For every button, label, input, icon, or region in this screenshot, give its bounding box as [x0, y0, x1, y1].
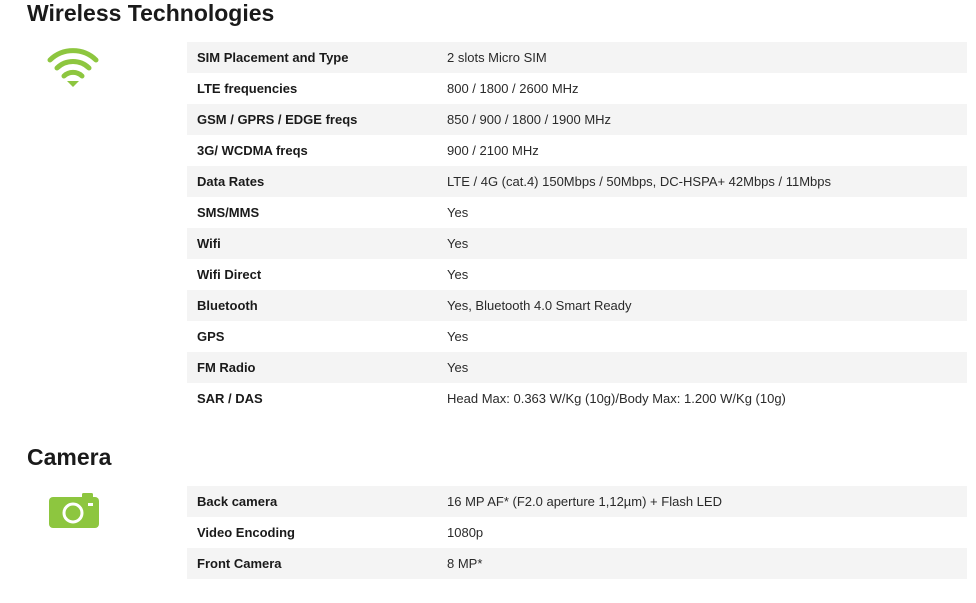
spec-value: 1080p	[447, 517, 967, 548]
spec-row	[187, 73, 967, 104]
spec-value: Yes	[447, 197, 967, 228]
spec-value: 900 / 2100 MHz	[447, 135, 967, 166]
spec-value: 16 MP AF* (F2.0 aperture 1,12µm) + Flash LED	[447, 486, 967, 517]
spec-row	[187, 42, 967, 73]
spec-label: Video Encoding	[187, 517, 447, 548]
spec-row	[187, 104, 967, 135]
section-title-wireless: Wireless Technologies	[27, 0, 275, 26]
spec-label: SIM Placement and Type	[187, 42, 447, 73]
spec-value: 8 MP*	[447, 548, 967, 579]
spec-row	[187, 383, 967, 414]
spec-label: SMS/MMS	[187, 197, 447, 228]
spec-value: 2 slots Micro SIM	[447, 42, 967, 73]
spec-label: 3G/ WCDMA freqs	[187, 135, 447, 166]
spec-label: Wifi	[187, 228, 447, 259]
spec-row	[187, 166, 967, 197]
spec-label: Wifi Direct	[187, 259, 447, 290]
spec-label: Front Camera	[187, 548, 447, 579]
spec-label: Bluetooth	[187, 290, 447, 321]
spec-label: LTE frequencies	[187, 73, 447, 104]
spec-label: FM Radio	[187, 352, 447, 383]
spec-row	[187, 517, 967, 548]
spec-value: Yes	[447, 259, 967, 290]
wireless-specs-table	[187, 42, 967, 414]
spec-row	[187, 259, 967, 290]
spec-value: 850 / 900 / 1800 / 1900 MHz	[447, 104, 967, 135]
spec-row	[187, 290, 967, 321]
camera-specs-table	[187, 486, 967, 579]
spec-row	[187, 548, 967, 579]
camera-icon	[49, 492, 99, 528]
spec-value: LTE / 4G (cat.4) 150Mbps / 50Mbps, DC-HSPA+ 42Mbps / 11Mbps	[447, 166, 967, 197]
spec-value: 800 / 1800 / 2600 MHz	[447, 73, 967, 104]
spec-label: Back camera	[187, 486, 447, 517]
spec-value: Yes, Bluetooth 4.0 Smart Ready	[447, 290, 967, 321]
spec-label: GPS	[187, 321, 447, 352]
spec-value: Head Max: 0.363 W/Kg (10g)/Body Max: 1.200 W/Kg (10g)	[447, 383, 967, 414]
spec-value: Yes	[447, 321, 967, 352]
spec-label: SAR / DAS	[187, 383, 447, 414]
spec-value: Yes	[447, 228, 967, 259]
spec-row	[187, 486, 967, 517]
spec-row	[187, 135, 967, 166]
section-title-camera: Camera	[27, 444, 112, 470]
spec-value: Yes	[447, 352, 967, 383]
spec-row	[187, 197, 967, 228]
spec-label: GSM / GPRS / EDGE freqs	[187, 104, 447, 135]
spec-row	[187, 321, 967, 352]
wifi-icon	[47, 47, 99, 89]
spec-label: Data Rates	[187, 166, 447, 197]
spec-row	[187, 228, 967, 259]
spec-row	[187, 352, 967, 383]
